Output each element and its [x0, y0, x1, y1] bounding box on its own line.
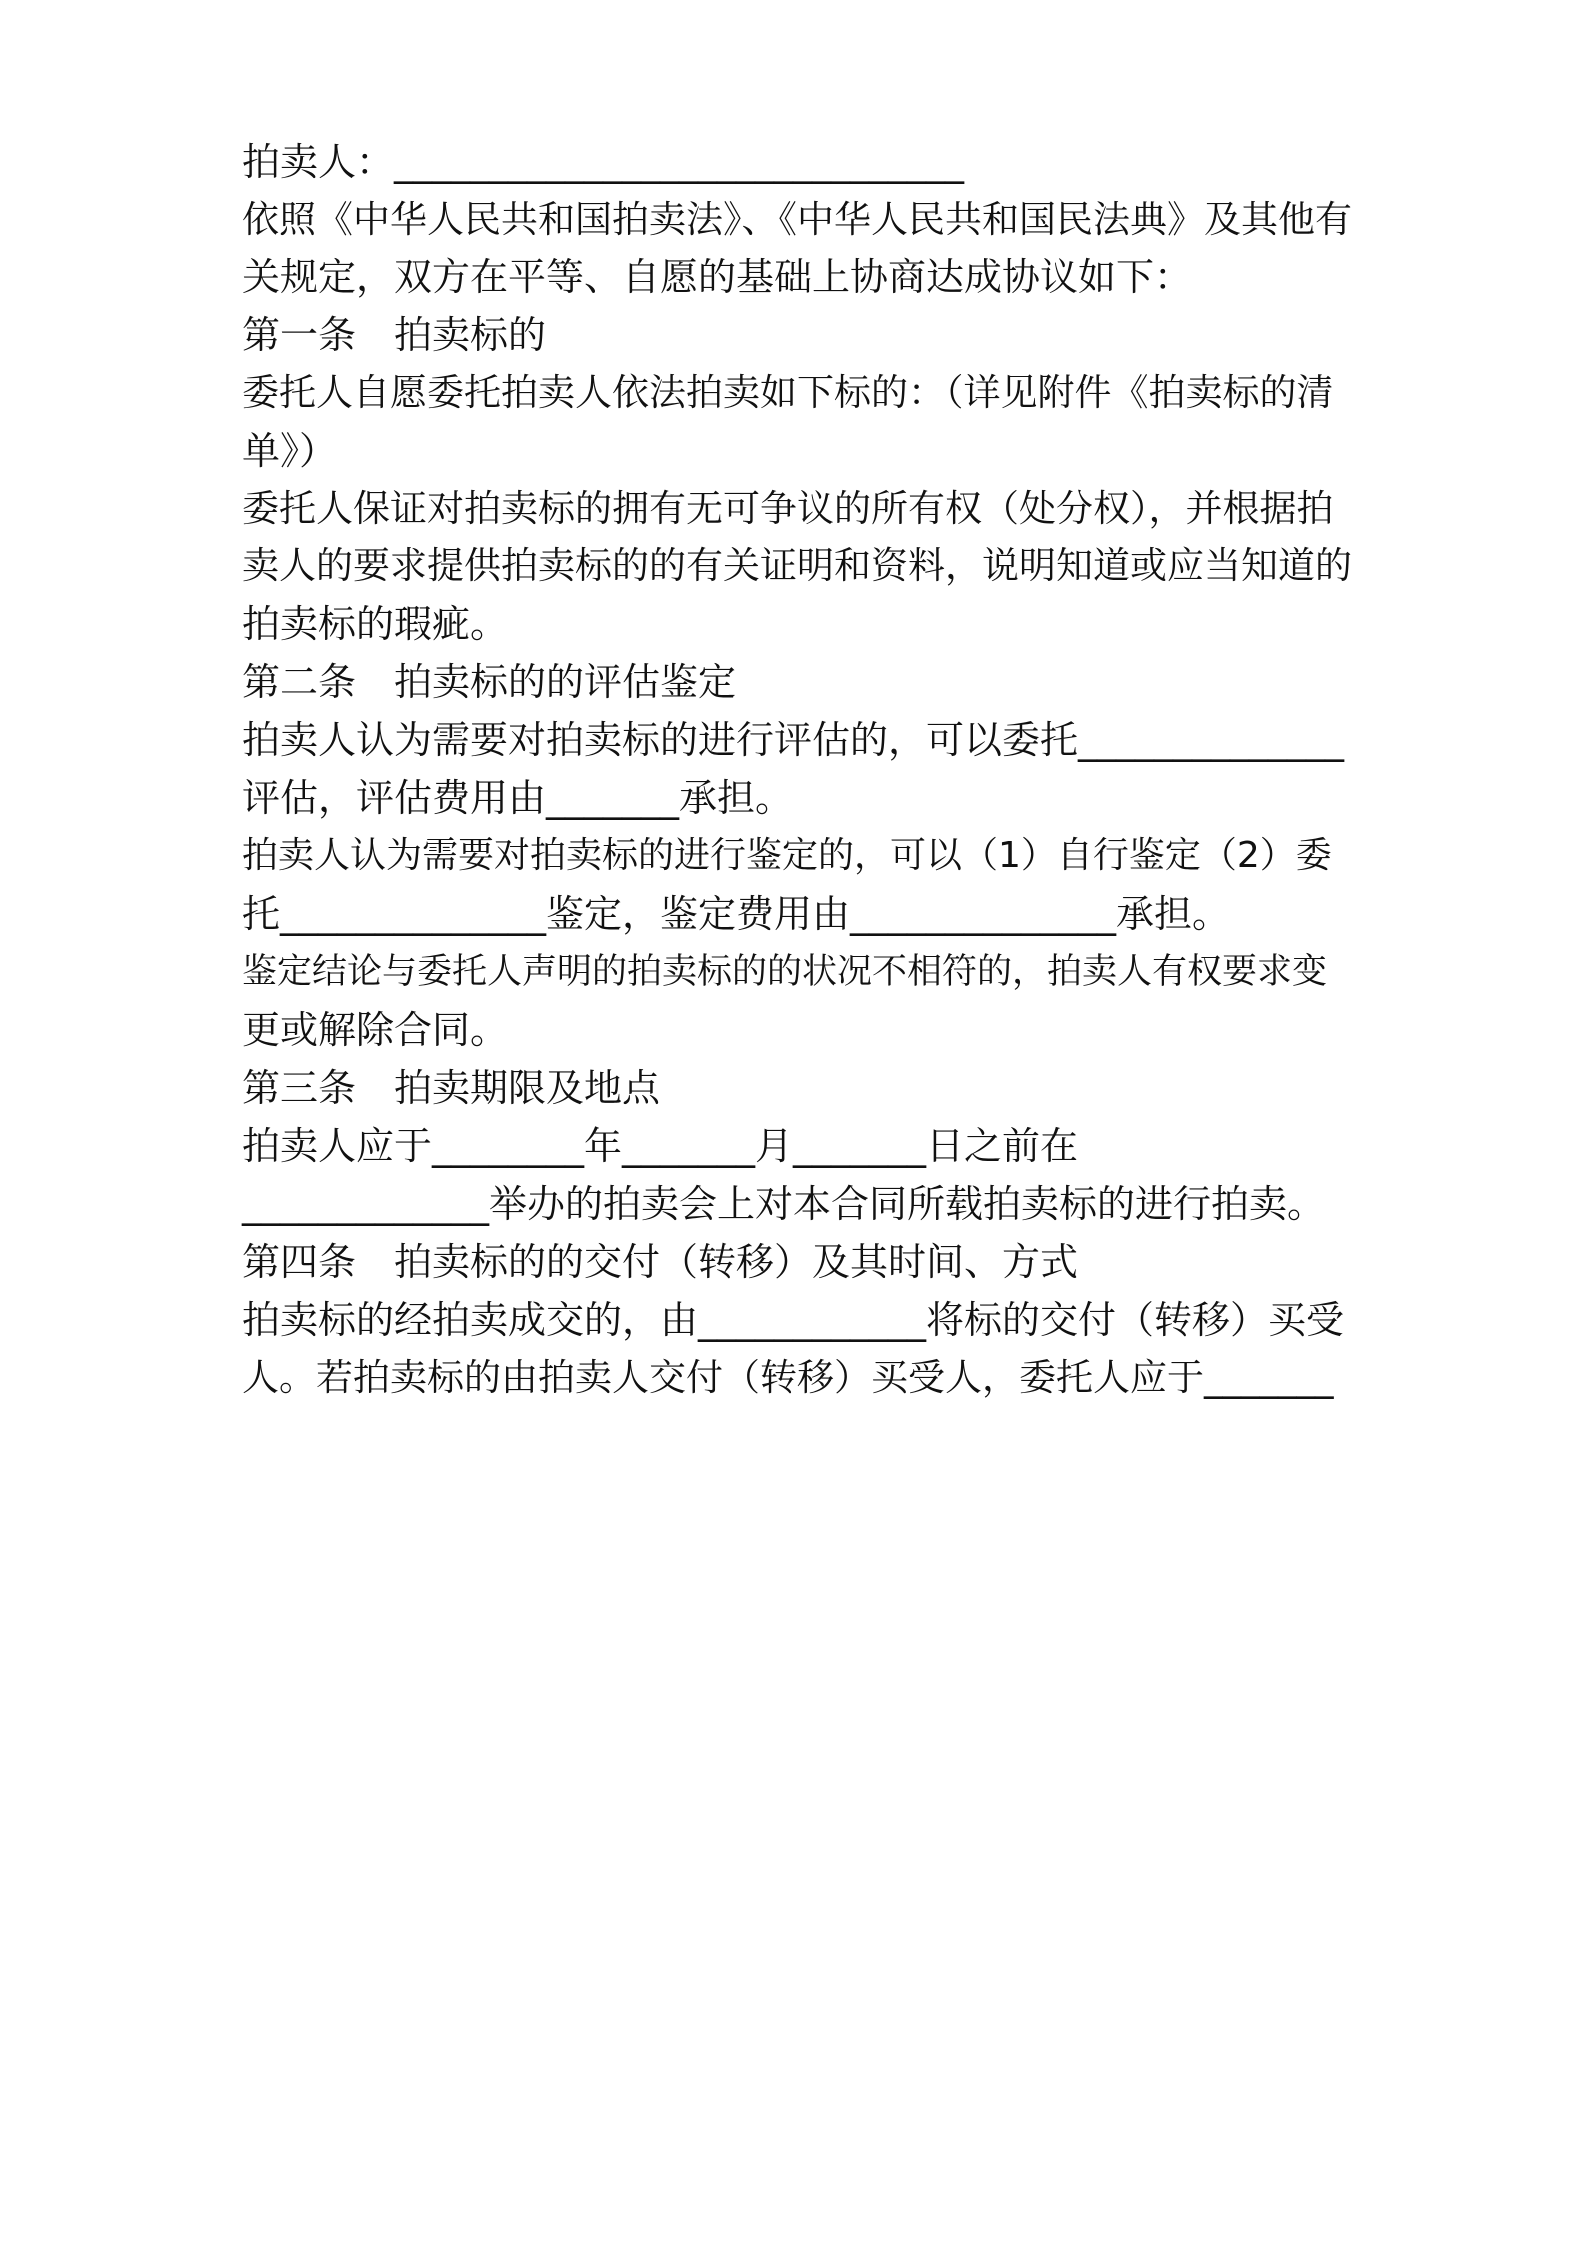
article-2-para-2-line-2: 托______________鉴定，鉴定费用由______________承担。	[242, 892, 1231, 936]
auctioneer-line: 拍卖人：______________________________	[242, 140, 965, 184]
legal-basis-line-1: 依照《中华人民共和国拍卖法》、《中华人民共和国民法典》及其他有	[242, 198, 1352, 241]
article-1-para-1-line-1: 委托人自愿委托拍卖人依法拍卖如下标的：（详见附件《拍卖标的清	[242, 371, 1334, 414]
article-3-para-line-2: _____________举办的拍卖会上对本合同所载拍卖标的进行拍卖。	[242, 1182, 1326, 1226]
article-1-para-1-line-2: 单》）	[242, 429, 338, 473]
article-2-para-2-line-1: 拍卖人认为需要对拍卖标的进行鉴定的，可以（1）自行鉴定（2）委	[242, 835, 1332, 876]
article-1-heading: 第一条 拍卖标的	[242, 313, 547, 357]
article-3-heading: 第三条 拍卖期限及地点	[242, 1066, 661, 1110]
article-2-para-1-line-1: 拍卖人认为需要对拍卖标的进行评估的，可以委托______________	[242, 718, 1345, 762]
article-2-para-3-line-2: 更或解除合同。	[242, 1008, 509, 1052]
article-2-heading: 第二条 拍卖标的的评估鉴定	[242, 660, 737, 704]
article-4-heading: 第四条 拍卖标的的交付（转移）及其时间、方式	[242, 1240, 1079, 1284]
article-4-para-line-2: 人。若拍卖标的由拍卖人交付（转移）买受人，委托人应于_______	[242, 1356, 1334, 1399]
article-2-para-3-line-1: 鉴定结论与委托人声明的拍卖标的的状况不相符的，拍卖人有权要求变	[242, 952, 1328, 992]
article-3-para-line-1: 拍卖人应于________年_______月_______日之前在	[242, 1124, 1079, 1168]
article-1-para-2-line-3: 拍卖标的瑕疵。	[242, 602, 509, 646]
article-4-para-line-1: 拍卖标的经拍卖成交的，由____________将标的交付（转移）买受	[242, 1298, 1345, 1342]
article-1-para-2-line-1: 委托人保证对拍卖标的拥有无可争议的所有权（处分权），并根据拍	[242, 487, 1334, 530]
legal-basis-line-2: 关规定，双方在平等、自愿的基础上协商达成协议如下：	[242, 255, 1193, 299]
article-1-para-2-line-2: 卖人的要求提供拍卖标的的有关证明和资料，说明知道或应当知道的	[242, 544, 1352, 587]
article-2-para-1-line-2: 评估，评估费用由_______承担。	[242, 776, 794, 820]
